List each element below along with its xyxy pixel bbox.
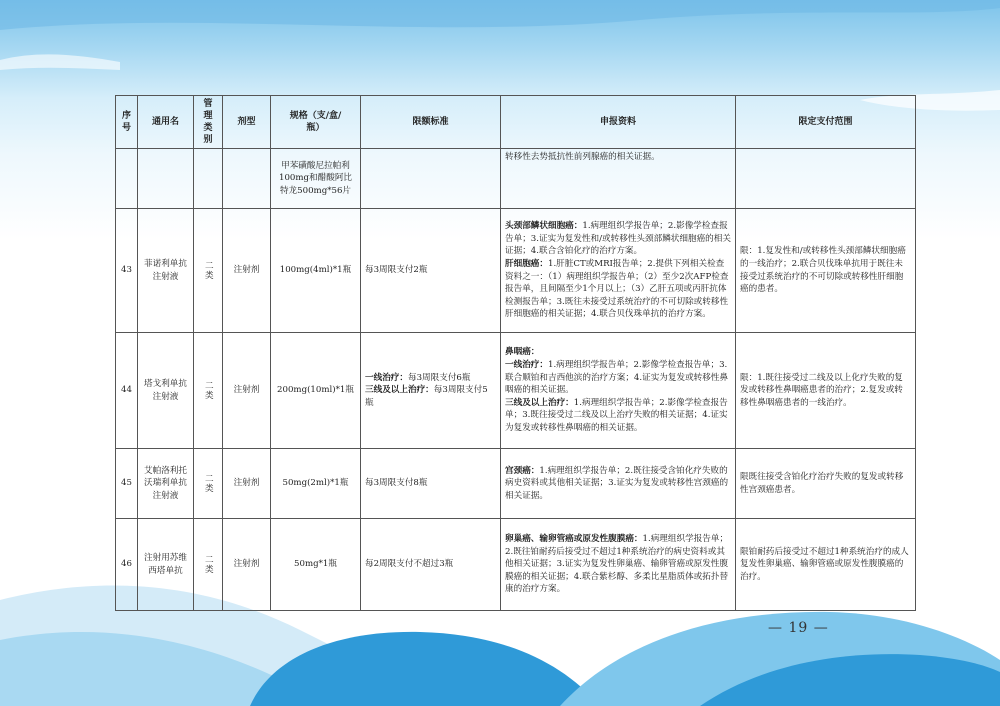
docs-cell: 卵巢癌、输卵管癌或原发性腹膜癌：1.病理组织学报告单；2.既往铂耐药后接受过不超过1种系统治疗的病史资料或其他相关证据；3.证实为复发性卵巢癌、输卵管癌或原发性腹膜癌的相关证据；4.联合紫杉醇、多柔比星脂质体或拓扑替康的治疗方案。 <box>501 519 736 611</box>
header-docs: 申报资料 <box>501 96 736 149</box>
form-cell: 注射剂 <box>223 519 271 611</box>
seq-cell: 44 <box>116 333 138 449</box>
spec-cell: 50mg(2ml)*1瓶 <box>271 449 361 519</box>
drug-payment-table <box>115 95 916 611</box>
header-form: 剂型 <box>223 96 271 149</box>
table-row <box>116 449 916 519</box>
limit-cell: 每3周限支付8瓶 <box>361 449 501 519</box>
spec-cell: 50mg*1瓶 <box>271 519 361 611</box>
scope-cell: 限铂耐药后接受过不超过1种系统治疗的成人复发性卵巢癌、输卵管癌或原发性腹膜癌的治疗。 <box>736 519 916 611</box>
page-number: — 19 — <box>768 620 829 636</box>
limit-cell: 每2周限支付不超过3瓶 <box>361 519 501 611</box>
header-name: 通用名 <box>138 96 194 149</box>
name-cell: 艾帕洛利托沃瑞利单抗注射液 <box>138 449 194 519</box>
header-seq: 序号 <box>116 96 138 149</box>
docs-cell: 鼻咽癌： 一线治疗：1.病理组织学报告单；2.影像学检查报告单；3.联合顺铂和吉西他滨的治疗方案；4.证实为复发或转移性鼻咽癌的相关证据。 三线及以上治疗：1.病理组织学报告单；2.影像学检查报告单；3.既往接受过二线及以上治疗失败的相关证据；4.证实为复发或转移性鼻咽癌的相关证据。 <box>501 333 736 449</box>
table-row <box>116 333 916 449</box>
spec-cell: 甲苯磺酸尼拉帕利100mg和醋酸阿比特龙500mg*56片 <box>271 149 361 209</box>
docs-cell: 头颈部鳞状细胞癌：1.病理组织学报告单；2.影像学检查报告单；3.证实为复发性和/或转移性头颈部鳞状细胞癌的相关证据；4.联合含铂化疗的治疗方案。 肝细胞癌：1.肝脏CT或MRI报告单；2.提供下列相关检查资料之一：（1）病理组织学报告单；（2）至少2次AFP检查报告单，且间隔至少1个月以上；（3）乙肝五项或丙肝抗体检测报告单；3.既往未接受过系统治疗的不可切除或转移性肝细胞癌的相关证据；4.联合贝伐珠单抗的治疗方案。 <box>501 209 736 333</box>
scope-cell: 限既往接受含铂化疗治疗失败的复发或转移性宫颈癌患者。 <box>736 449 916 519</box>
scope-cell: 限：1.复发性和/或转移性头颈部鳞状细胞癌的一线治疗；2.联合贝伐珠单抗用于既往未接受过系统治疗的不可切除或转移性肝细胞癌的患者。 <box>736 209 916 333</box>
docs-cell: 转移性去势抵抗性前列腺癌的相关证据。 <box>501 149 736 209</box>
name-cell: 注射用苏维西塔单抗 <box>138 519 194 611</box>
spec-cell: 100mg(4ml)*1瓶 <box>271 209 361 333</box>
docs-cell: 宫颈癌：1.病理组织学报告单；2.既往接受含铂化疗失败的病史资料或其他相关证据；3.证实为复发或转移性宫颈癌的相关证据。 <box>501 449 736 519</box>
header-scope: 限定支付范围 <box>736 96 916 149</box>
spec-cell: 200mg(10ml)*1瓶 <box>271 333 361 449</box>
form-cell: 注射剂 <box>223 333 271 449</box>
limit-cell: 每3周限支付2瓶 <box>361 209 501 333</box>
seq-cell: 45 <box>116 449 138 519</box>
header-limit: 限额标准 <box>361 96 501 149</box>
category-cell: 二类 <box>194 333 223 449</box>
seq-cell: 46 <box>116 519 138 611</box>
limit-cell: 一线治疗：每3周限支付6瓶 三线及以上治疗：每3周限支付5瓶 <box>361 333 501 449</box>
table-row <box>116 209 916 333</box>
seq-cell: 43 <box>116 209 138 333</box>
table-row <box>116 149 916 209</box>
header-spec: 规格（支/盒/瓶） <box>271 96 361 149</box>
category-cell: 二类 <box>194 449 223 519</box>
table-header-row <box>116 96 916 149</box>
header-category: 管理类别 <box>194 96 223 149</box>
name-cell: 菲诺利单抗注射液 <box>138 209 194 333</box>
name-cell: 塔戈利单抗注射液 <box>138 333 194 449</box>
form-cell: 注射剂 <box>223 209 271 333</box>
category-cell: 二类 <box>194 209 223 333</box>
scope-cell: 限：1.既往接受过二线及以上化疗失败的复发或转移性鼻咽癌患者的治疗；2.复发或转移性鼻咽癌患者的一线治疗。 <box>736 333 916 449</box>
category-cell: 二类 <box>194 519 223 611</box>
table-row <box>116 519 916 611</box>
form-cell: 注射剂 <box>223 449 271 519</box>
